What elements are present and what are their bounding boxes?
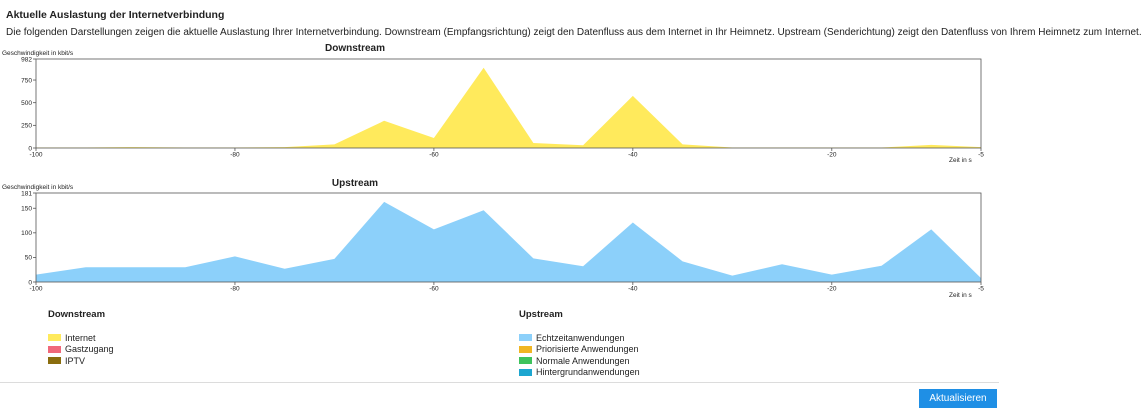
internet-swatch bbox=[48, 334, 61, 341]
upstream-xtick-label: -40 bbox=[628, 285, 638, 293]
downstream-ytick-label: 250 bbox=[21, 122, 32, 130]
hintergrund-swatch bbox=[519, 369, 532, 376]
upstream-series-area bbox=[36, 202, 981, 282]
upstream-xtick-label: -20 bbox=[827, 285, 837, 293]
upstream-ytick-label: 150 bbox=[21, 205, 32, 213]
downstream-ylabel: Geschwindigkeit in kbit/s bbox=[2, 50, 74, 57]
priorisiert-swatch bbox=[519, 346, 532, 353]
downstream-ymax-label: 982 bbox=[21, 56, 32, 64]
downstream-xtick-label: -20 bbox=[827, 151, 837, 159]
legend-label: Internet bbox=[65, 332, 96, 343]
downstream-ytick-label: 0 bbox=[28, 145, 32, 153]
upstream-ytick-label: 0 bbox=[28, 279, 32, 287]
downstream-xlabel: Zeit in s bbox=[949, 157, 972, 164]
page-description: Die folgenden Darstellungen zeigen die aktuelle Auslastung Ihrer Internetverbindung. Downstream (Empfangsrichtung) zeigt den Datenfluss aus dem Internet in Ihr Heimnetz. Upstream (Senderichtung) zeigt den Datenfluss von Ihrem Heimnetz zum Internet. bbox=[6, 27, 1142, 38]
upstream-ytick-label: 100 bbox=[21, 230, 32, 238]
downstream-ytick-label: 750 bbox=[21, 77, 32, 85]
upstream-xtick-label: -80 bbox=[230, 285, 240, 293]
upstream-legend bbox=[519, 309, 640, 378]
page-title: Aktuelle Auslastung der Internetverbindung bbox=[6, 9, 225, 21]
downstream-chart-title: Downstream bbox=[324, 43, 385, 54]
legend-label: Echtzeitanwendungen bbox=[536, 332, 625, 343]
downstream-xtick-label: -80 bbox=[230, 151, 240, 159]
upstream-ytick-label: 50 bbox=[24, 254, 32, 262]
downstream-xtick-label: -60 bbox=[429, 151, 439, 159]
upstream-legend-title: Upstream bbox=[519, 309, 563, 320]
downstream-ytick-label: 500 bbox=[21, 99, 32, 107]
upstream-xtick-label: -5 bbox=[978, 285, 984, 293]
footer-divider bbox=[0, 382, 999, 383]
legend-item-gastzugang bbox=[48, 344, 114, 356]
legend-item-normal bbox=[519, 355, 640, 367]
legend-label: Hintergrundanwendungen bbox=[536, 367, 640, 378]
legend-label: Priorisierte Anwendungen bbox=[536, 344, 639, 355]
upstream-xlabel: Zeit in s bbox=[949, 292, 972, 299]
legend-item-hintergrund bbox=[519, 367, 640, 379]
upstream-ylabel: Geschwindigkeit in kbit/s bbox=[2, 184, 74, 191]
legend-item-internet bbox=[48, 332, 114, 344]
downstream-legend-title: Downstream bbox=[48, 309, 106, 320]
upstream-ymax-label: 181 bbox=[21, 190, 32, 198]
iptv-swatch bbox=[48, 357, 61, 364]
upstream-chart-title: Upstream bbox=[331, 178, 379, 189]
echtzeit-swatch bbox=[519, 334, 532, 341]
upstream-xtick-label: -100 bbox=[29, 285, 43, 293]
gastzugang-swatch bbox=[48, 346, 61, 353]
legend-item-priorisiert bbox=[519, 344, 640, 356]
downstream-xtick-label: -40 bbox=[628, 151, 638, 159]
legend-label: Gastzugang bbox=[65, 344, 114, 355]
downstream-legend bbox=[48, 309, 114, 367]
upstream-xtick-label: -60 bbox=[429, 285, 439, 293]
normal-swatch bbox=[519, 357, 532, 364]
legend-label: Normale Anwendungen bbox=[536, 355, 630, 366]
downstream-xtick-label: -5 bbox=[978, 151, 984, 159]
legend-item-iptv bbox=[48, 355, 114, 367]
downstream-xtick-label: -100 bbox=[29, 151, 43, 159]
legend-item-echtzeit bbox=[519, 332, 640, 344]
legend-label: IPTV bbox=[65, 355, 86, 366]
refresh-button[interactable]: Aktualisieren bbox=[919, 389, 997, 408]
